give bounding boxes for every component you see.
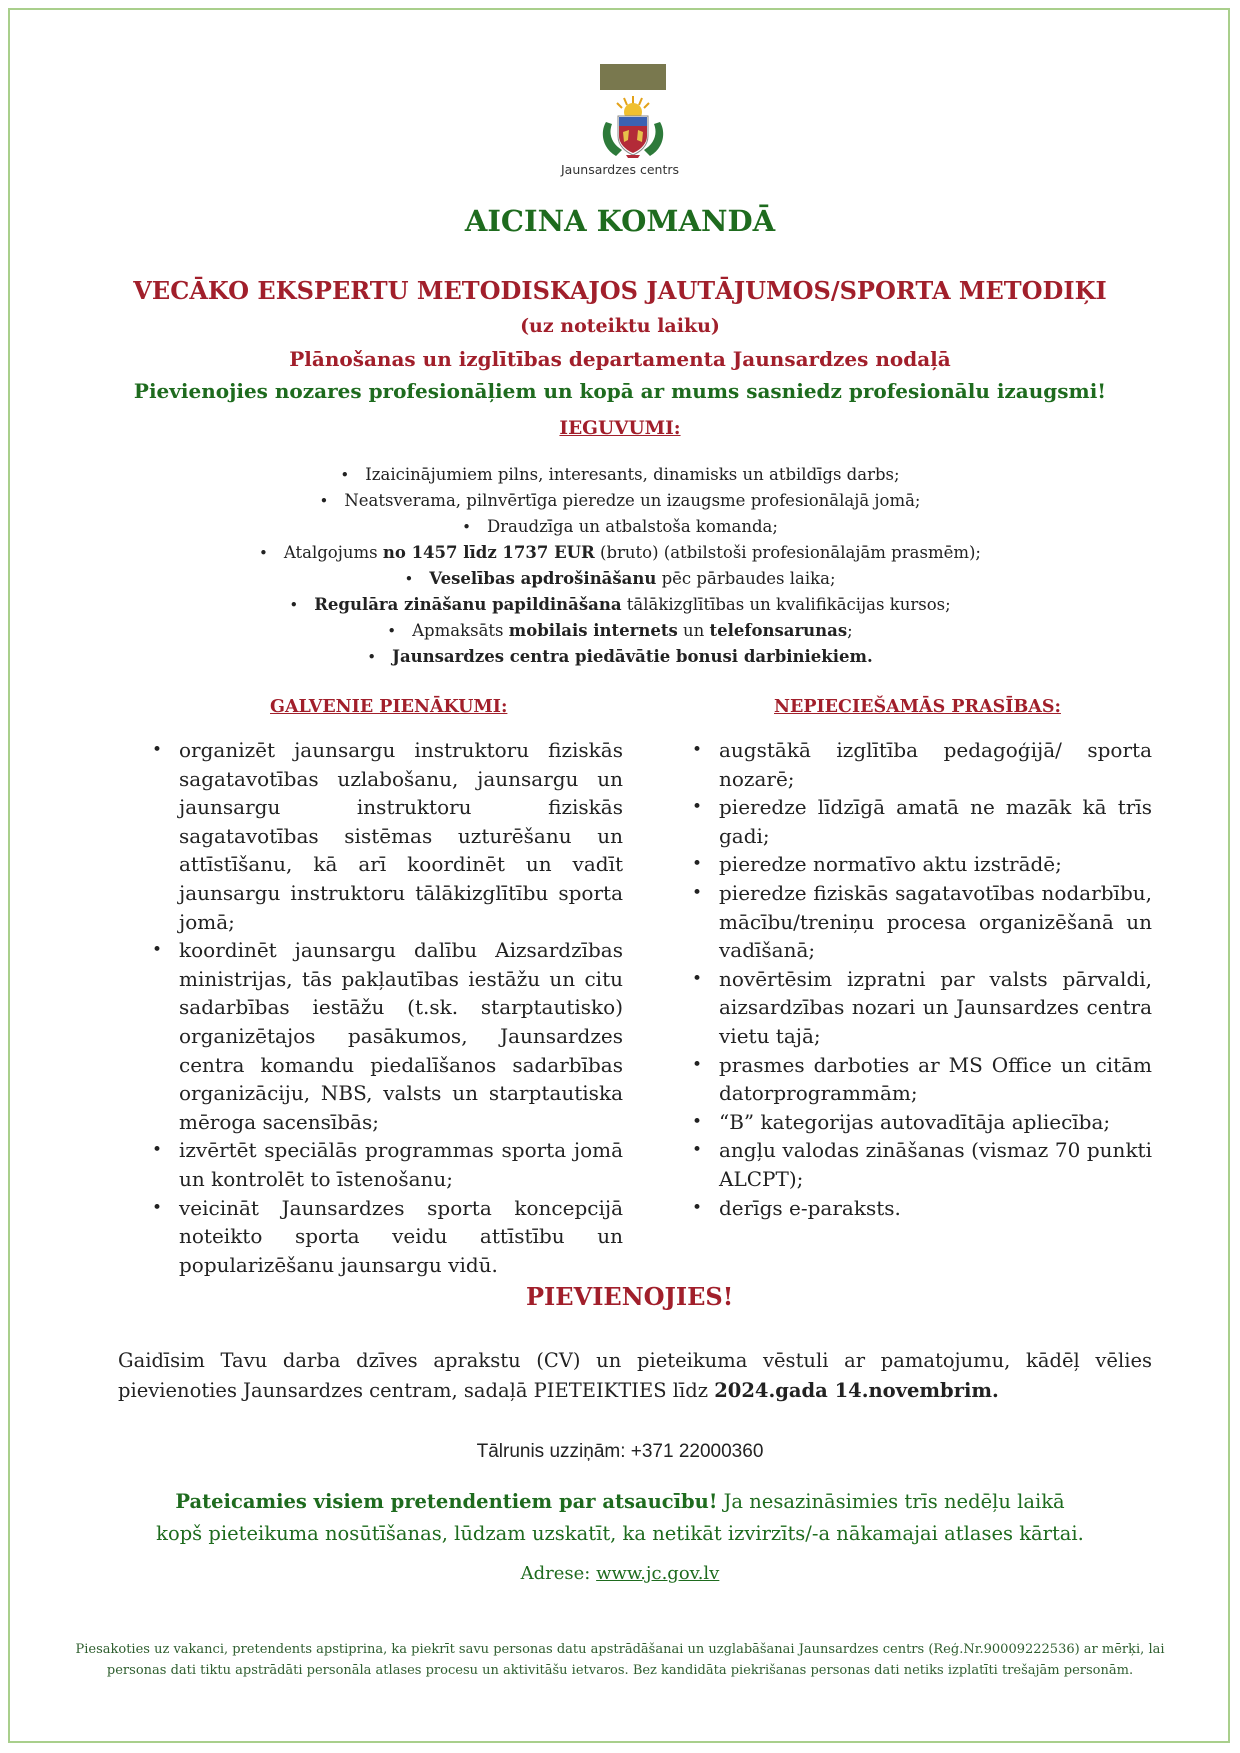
list-item: • “B” kategorijas autovadītāja apliecība; xyxy=(686,1108,1152,1137)
thanks-note: Pateicamies visiem pretendentiem par atsaucību! Ja nesazināsimies trīs nedēļu laikā kopš pieteikuma nosūtīšanas, lūdzam uzskatīt, ka netikāt izvirzīts/-a nākamajai atlases kārtai. xyxy=(156,1490,1084,1545)
list-item: • pieredze līdzīgā amatā ne mazāk kā trīs gadi; xyxy=(686,793,1152,850)
deadline: 2024.gada 14.novembrim. xyxy=(714,1379,999,1402)
list-item: • koordinēt jaunsargu dalību Aizsardzības ministrijas, tās pakļautības iestāžu un citu sadarbības iestāžu (t.sk. starptautisko) organizētajos pasākumos, Jaunsardzes centra komandu piedalīšanos sadarbības organizāciju, NBS, valsts un starptautiska mēroga sacensībās; xyxy=(146,936,623,1136)
list-item: • prasmes darboties ar MS Office un citām datorprogrammām; xyxy=(686,1051,1152,1108)
address: Adrese: www.jc.gov.lv xyxy=(520,1563,720,1584)
position-title: VECĀKO EKSPERTU METODISKAJOS JAUTĀJUMOS/SPORTA METODIĶI xyxy=(133,276,1107,305)
list-item: • Apmaksāts mobilais internets un telefonsarunas; xyxy=(0,618,1240,644)
list-item: • Draudzīga un atbalstoša komanda; xyxy=(0,514,1240,540)
list-item: • augstākā izglītība pedagoģijā/ sporta nozarē; xyxy=(686,736,1152,793)
duties-heading: GALVENIE PIENĀKUMI: xyxy=(270,697,508,717)
list-item: • pieredze normatīvo aktu izstrādē; xyxy=(686,850,1152,879)
position-term: (uz noteiktu laiku) xyxy=(520,315,720,337)
department: Plānošanas un izglītības departamenta Jaunsardzes nodaļā xyxy=(289,347,951,371)
slogan: Pievienojies nozares profesionāļiem un kopā ar mums sasniedz profesionālu izaugsmi! xyxy=(133,379,1107,403)
list-item: • Veselības apdrošināšanu pēc pārbaudes laika; xyxy=(0,566,1240,592)
benefits-list xyxy=(0,462,1240,670)
list-item: • veicināt Jaunsardzes sporta koncepcijā noteikto sporta veidu attīstību un popularizēšanu jaunsargu vidū. xyxy=(146,1194,623,1280)
requirements-list xyxy=(686,736,1152,1222)
page-title: AICINA KOMANDĀ xyxy=(464,204,776,238)
list-item: • organizēt jaunsargu instruktoru fiziskās sagatavotības uzlabošanu, jaunsargu un jaunsargu instruktoru fiziskās sagatavotības sistēmas uzturēšanu un attīstīšanu, kā arī koordinēt un vadīt jaunsargu instruktoru tālākizglītību sporta jomā; xyxy=(146,736,623,936)
duties-list xyxy=(146,736,623,1279)
list-item: • izvērtēt speciālās programmas sporta jomā un kontrolēt to īstenošanu; xyxy=(146,1136,623,1193)
application-instructions: Gaidīsim Tavu darba dzīves aprakstu (CV) un pieteikuma vēstuli ar pamatojumu, kādēļ vēlies pievienoties Jaunsardzes centram, sadaļā PIETEIKTIES līdz 2024.gada 14.novembrim. xyxy=(118,1349,1152,1402)
list-item: • Neatsverama, pilnvērtīga pieredze un izaugsme profesionālajā jomā; xyxy=(0,488,1240,514)
brand-name: Jaunsardzes centrs xyxy=(561,162,679,177)
benefits-heading: IEGUVUMI: xyxy=(559,418,681,439)
join-heading: PIEVIENOJIES! xyxy=(526,1282,734,1311)
list-item: • Jaunsardzes centra piedāvātie bonusi darbiniekiem. xyxy=(0,644,1240,670)
logo-bar xyxy=(600,64,666,90)
list-item: • angļu valodas zināšanas (vismaz 70 punkti ALCPT); xyxy=(686,1136,1152,1193)
phone-info: Tālrunis uzziņām: +371 22000360 xyxy=(476,1441,764,1462)
coat-of-arms-icon xyxy=(598,92,668,160)
website-link[interactable]: www.jc.gov.lv xyxy=(596,1563,720,1584)
list-item: • derīgs e-paraksts. xyxy=(686,1194,1152,1223)
list-item: • Atalgojums no 1457 līdz 1737 EUR (bruto) (atbilstoši profesionālajām prasmēm); xyxy=(0,540,1240,566)
list-item: • Izaicinājumiem pilns, interesants, dinamisks un atbildīgs darbs; xyxy=(0,462,1240,488)
footer-disclaimer: Piesakoties uz vakanci, pretendents apstiprina, ka piekrīt savu personas datu apstrādāšanai un uzglabāšanai Jaunsardzes centrs (Reģ.Nr.90009222536) ar mērķi, lai personas dati tiktu apstrādāti personāla atlases procesu un aktivitāšu ietvaros. Bez kandidāta piekrišanas personas dati netiks izplatīti trešajām personām. xyxy=(75,1642,1165,1678)
list-item: • novērtēsim izpratni par valsts pārvaldi, aizsardzības nozari un Jaunsardzes centra vietu tajā; xyxy=(686,965,1152,1051)
list-item: • Regulāra zināšanu papildināšana tālākizglītības un kvalifikācijas kursos; xyxy=(0,592,1240,618)
requirements-heading: NEPIECIEŠAMĀS PRASĪBAS: xyxy=(774,697,1061,717)
list-item: • pieredze fiziskās sagatavotības nodarbību, mācību/treniņu procesa organizēšanā un vadīšanā; xyxy=(686,879,1152,965)
